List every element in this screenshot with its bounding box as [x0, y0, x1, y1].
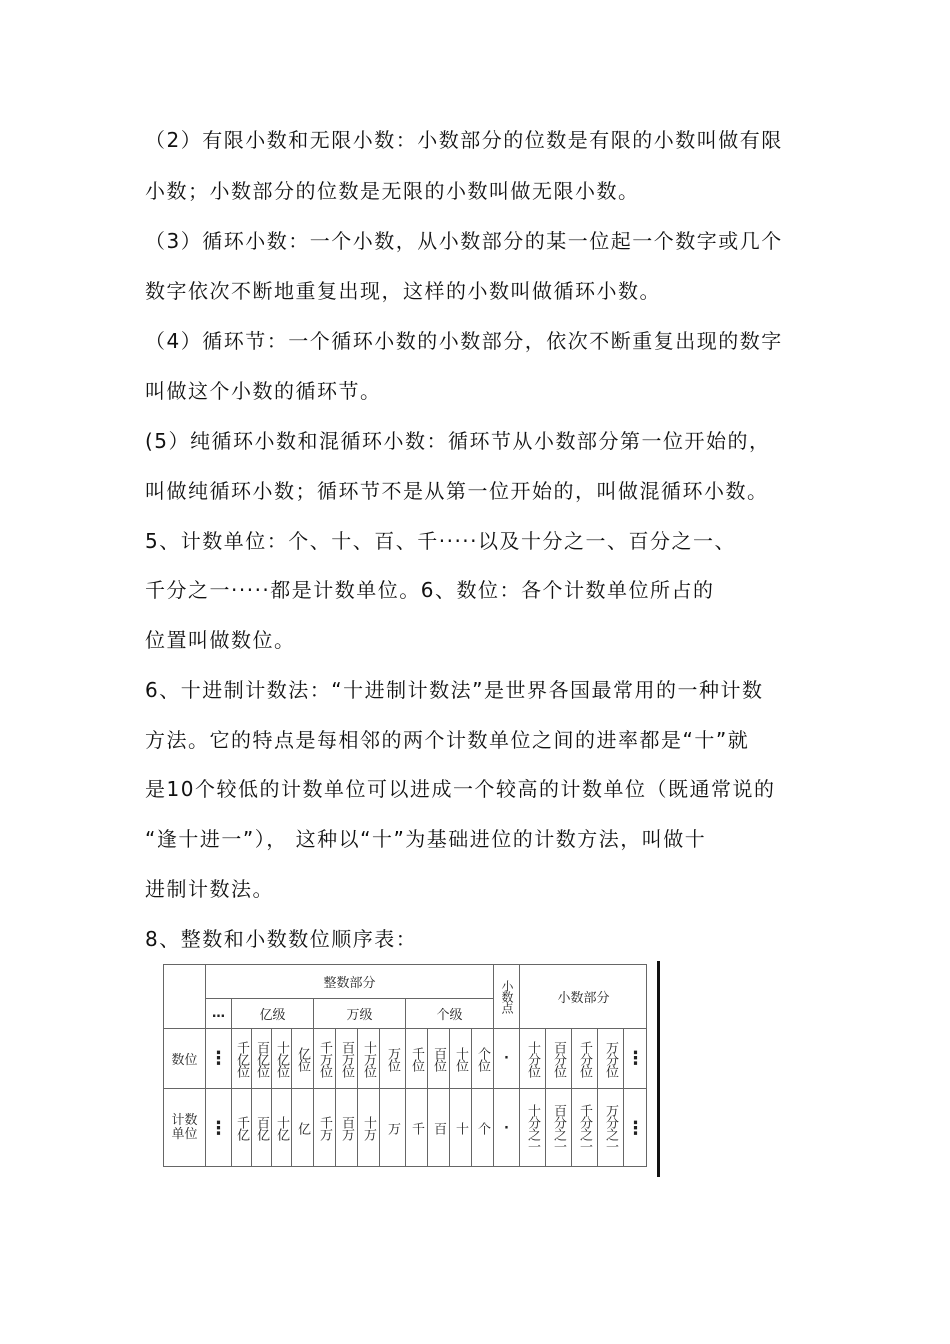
class-ge: 个级 [405, 998, 493, 1028]
place-cell: 千亿位 [231, 1028, 251, 1088]
place-cell: 十亿位 [271, 1028, 291, 1088]
text-line: （3）循环小数：一个小数，从小数部分的某一位起一个数字或几个 [145, 229, 783, 253]
text-line: 千分之一·····都是计数单位。6、数位：各个计数单位所占的 [145, 578, 715, 602]
decimal-part-header: 小数部分 [519, 964, 647, 1028]
unit-cell: 万 [379, 1088, 405, 1167]
row2-trailing-dots: ⋮ [623, 1088, 647, 1167]
row1-leading-dots: ⋮ [205, 1028, 231, 1088]
place-cell: 百位 [427, 1028, 449, 1088]
text-line: 叫做这个小数的循环节。 [145, 379, 382, 403]
unit-cell: 千 [405, 1088, 427, 1167]
unit-cell: 十亿 [271, 1088, 291, 1167]
row2-decimal-point: · [493, 1088, 519, 1167]
text-line: 小数；小数部分的位数是无限的小数叫做无限小数。 [145, 179, 640, 203]
place-cell: 千位 [405, 1028, 427, 1088]
place-value-table [163, 964, 647, 1167]
class-yi: 亿级 [231, 998, 313, 1028]
place-cell: 个位 [471, 1028, 493, 1088]
text-line: 数字依次不断地重复出现，这样的小数叫做循环小数。 [145, 279, 661, 303]
text-line: 进制计数法。 [145, 877, 274, 901]
text-line: 位置叫做数位。 [145, 628, 296, 652]
unit-cell: 百分之一 [545, 1088, 571, 1167]
place-cell: 十位 [449, 1028, 471, 1088]
unit-cell: 十万 [357, 1088, 379, 1167]
place-cell: 万分位 [597, 1028, 623, 1088]
place-cell: 亿位 [291, 1028, 313, 1088]
unit-cell: 万分之一 [597, 1088, 623, 1167]
integer-part-header: 整数部分 [205, 964, 493, 998]
text-line: （4）循环节：一个循环小数的小数部分，依次不断重复出现的数字 [145, 329, 783, 353]
unit-cell: 百亿 [251, 1088, 271, 1167]
place-cell: 百分位 [545, 1028, 571, 1088]
place-cell: 十万位 [357, 1028, 379, 1088]
row2-leading-dots: ⋮ [205, 1088, 231, 1167]
text-line: (5）纯循环小数和混循环小数：循环节从小数部分第一位开始的， [145, 429, 771, 453]
unit-cell: 百万 [335, 1088, 357, 1167]
unit-cell: 千分之一 [571, 1088, 597, 1167]
text-line: 8、整数和小数数位顺序表： [145, 927, 418, 951]
place-cell: 十分位 [519, 1028, 545, 1088]
row-label-place: 数位 [163, 1028, 205, 1088]
place-cell: 千分位 [571, 1028, 597, 1088]
leading-ellipsis: … [205, 998, 231, 1028]
text-line: 6、十进制计数法：“十进制计数法”是世界各国最常用的一种计数 [145, 678, 764, 702]
decimal-point-header: 小数点 [493, 964, 519, 1028]
unit-cell: 十分之一 [519, 1088, 545, 1167]
text-line: “逢十进一”）， 这种以“十”为基础进位的计数方法，叫做十 [145, 827, 707, 851]
class-wan: 万级 [313, 998, 405, 1028]
place-cell: 百万位 [335, 1028, 357, 1088]
row1-decimal-point: · [493, 1028, 519, 1088]
unit-cell: 亿 [291, 1088, 313, 1167]
table-right-bar [657, 961, 660, 1177]
place-cell: 百亿位 [251, 1028, 271, 1088]
row1-trailing-dots: ⋮ [623, 1028, 647, 1088]
unit-cell: 千万 [313, 1088, 335, 1167]
text-line: 是10个较低的计数单位可以进成一个较高的计数单位（既通常说的 [145, 777, 776, 801]
unit-cell: 十 [449, 1088, 471, 1167]
text-line: 方法。它的特点是每相邻的两个计数单位之间的进率都是“十”就 [145, 728, 750, 752]
text-line: 5、计数单位：个、十、百、千·····以及十分之一、百分之一、 [145, 529, 737, 553]
unit-cell: 百 [427, 1088, 449, 1167]
text-line: 叫做纯循环小数；循环节不是从第一位开始的，叫做混循环小数。 [145, 479, 769, 503]
row-label-unit: 计数单位 [163, 1088, 205, 1167]
place-cell: 万位 [379, 1028, 405, 1088]
text-line: （2）有限小数和无限小数：小数部分的位数是有限的小数叫做有限 [145, 128, 783, 152]
unit-cell: 千亿 [231, 1088, 251, 1167]
place-cell: 千万位 [313, 1028, 335, 1088]
unit-cell: 个 [471, 1088, 493, 1167]
